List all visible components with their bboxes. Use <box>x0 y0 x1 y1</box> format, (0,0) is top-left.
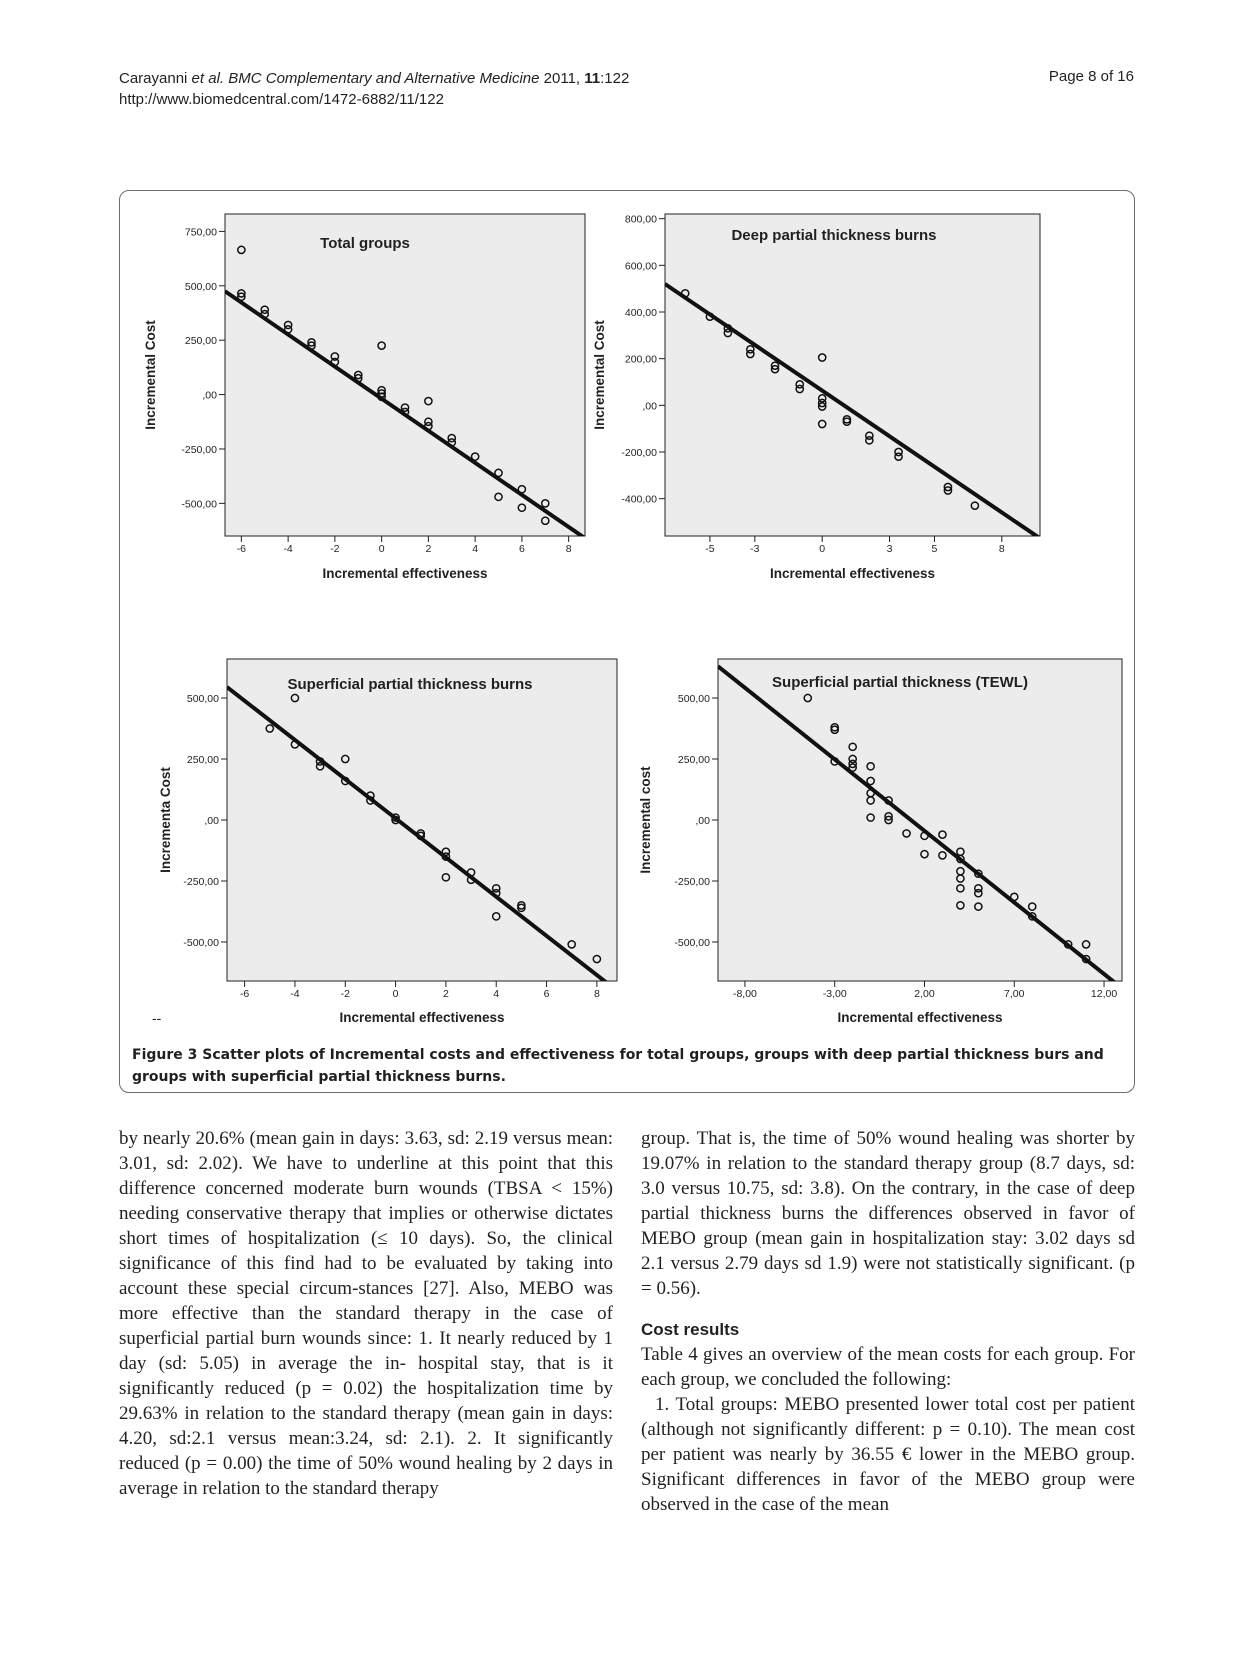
x-axis-label: Incremental effectiveness <box>322 566 488 581</box>
y-tick-label: -200,00 <box>621 447 657 459</box>
x-tick-label: 4 <box>472 543 479 555</box>
figure-marker: -- <box>152 1010 162 1026</box>
x-axis-label: Incremental effectiveness <box>769 566 936 581</box>
x-tick-label: -5 <box>705 543 715 555</box>
body-column-right <box>641 1126 1135 1517</box>
y-tick-label: -250,00 <box>181 443 217 456</box>
caption-text: Scatter plots of Incremental costs and effectiveness for total groups, groups with deep partial thickness burs and groups with superficial partial thickness burns. <box>132 1047 1104 1085</box>
y-tick-label: 250,00 <box>184 335 217 348</box>
x-tick-label: 8 <box>565 543 572 555</box>
y-tick-label: 200,00 <box>624 353 657 366</box>
x-tick-label: 6 <box>518 543 525 555</box>
y-tick-label: 500,00 <box>184 280 217 293</box>
y-tick-label: ,00 <box>642 400 657 413</box>
scatter-plot-2 <box>592 214 1040 581</box>
x-tick-label: 3 <box>886 543 893 555</box>
x-tick-label: 0 <box>378 543 385 555</box>
y-tick-label: -250,00 <box>183 875 219 888</box>
y-tick-label: ,00 <box>204 815 219 827</box>
x-axis-label: Incremental effectiveness <box>339 1010 505 1025</box>
paragraph: group. That is, the time of 50% wound healing was shorter by 19.07% in relation to the standard therapy group (8.7 days, sd: 3.0 versus 10.75, sd: 3.8). On the contrary, in the case of deep partial thickness burns the differences observed in favor of MEBO group (mean gain in hospitalization stay: 3.02 days sd 2.1 versus 2.79 days sd 1.9) were not statistically significant. (p = 0.56). <box>641 1128 1135 1299</box>
volume: 11 <box>584 70 601 87</box>
x-tick-label: 7,00 <box>1004 988 1025 1000</box>
scatter-plot-1 <box>143 214 585 581</box>
paragraph: by nearly 20.6% (mean gain in days: 3.63, sd: 2.19 versus mean: 3.01, sd: 2.02). We have to underline at this point that this difference concerned moderate burn wounds (TBSA < 15%) needing conservative therapy that implies or otherwise dictates short times of hospitalization (≤ 10 days). So, the clinical significance of this find had to be evaluated by taking into account these special circum-stances [27]. Also, MEBO was more effective than the standard therapy in the case of superficial partial burn wounds since: 1. It nearly reduced by 1 day (sd: 5.05) in average the in- hospital stay, that is it significantly reduced (p = 0.02) the hospitalization time by 29.63% in relation to the standard therapy (mean gain in days: 4.20, sd:2.1 versus mean:3.24, sd: 2.1). 2. It significantly reduced (p = 0.00) the time of 50% wound healing by 2 days in average in relation to the standard therapy <box>119 1128 613 1499</box>
y-tick-label: 400,00 <box>624 307 657 319</box>
y-tick-label: -250,00 <box>674 875 710 888</box>
x-tick-label: 8 <box>998 543 1005 555</box>
paragraph: 1. Total groups: MEBO presented lower total cost per patient (although not significantly different: p = 0.10). The mean cost per patient was nearly by 36.55 € lower in the MEBO group. Significant differences in favor of the MEBO group were observed in the case of the mean <box>641 1394 1135 1515</box>
y-tick-label: -400,00 <box>621 493 657 506</box>
authors: Carayanni <box>119 70 192 87</box>
y-axis-label: Incremental Cost <box>592 320 607 430</box>
scatter-plot-4 <box>638 659 1122 1025</box>
x-tick-label: 2,00 <box>914 988 935 1000</box>
plot-area <box>718 659 1122 981</box>
article-url[interactable]: http://www.biomedcentral.com/1472-6882/11/122 <box>119 91 444 108</box>
y-tick-label: 500,00 <box>677 693 710 706</box>
x-tick-label: -4 <box>283 543 293 555</box>
y-tick-label: 800,00 <box>624 213 657 226</box>
x-tick-label: -3,00 <box>822 988 847 1000</box>
et-al: et al. <box>191 70 225 87</box>
x-tick-label: 2 <box>425 543 432 555</box>
y-tick-label: 250,00 <box>186 754 219 767</box>
x-tick-label: 8 <box>593 988 600 1000</box>
y-tick-label: 500,00 <box>186 693 219 706</box>
figure-label: Figure 3 <box>132 1047 198 1063</box>
y-axis-label: Incrementa Cost <box>158 767 173 873</box>
figure-caption <box>132 1044 1122 1088</box>
scatter-plot-3 <box>158 659 617 1025</box>
journal-name: BMC Complementary and Alternative Medicine <box>224 70 540 87</box>
x-tick-label: 12,00 <box>1090 988 1118 1000</box>
plot-area <box>225 214 585 536</box>
x-tick-label: 2 <box>442 988 449 1000</box>
y-tick-label: ,00 <box>202 389 217 402</box>
chart-title: Total groups <box>320 235 410 252</box>
y-tick-label: ,00 <box>695 815 710 827</box>
x-tick-label: 6 <box>543 988 550 1000</box>
page-number: Page 8 of 16 <box>1048 68 1134 85</box>
y-tick-label: -500,00 <box>183 936 219 949</box>
section-heading: Cost results <box>641 1320 740 1339</box>
x-tick-label: -6 <box>236 543 247 555</box>
year: 2011, <box>539 70 585 87</box>
article-number: :122 <box>600 70 630 87</box>
paragraph: Table 4 gives an overview of the mean costs for each group. For each group, we concluded the following: <box>641 1344 1135 1390</box>
x-tick-label: -6 <box>239 988 250 1000</box>
y-axis-label: Incremental cost <box>638 766 653 874</box>
x-axis-label: Incremental effectiveness <box>837 1010 1003 1025</box>
y-tick-label: 750,00 <box>184 226 217 239</box>
chart-title: Superficial partial thickness burns <box>287 676 533 693</box>
x-tick-label: 0 <box>819 543 826 555</box>
x-tick-label: -3 <box>750 543 760 555</box>
x-tick-label: 5 <box>931 543 938 555</box>
x-tick-label: 0 <box>392 988 399 1000</box>
x-tick-label: -2 <box>340 988 350 1000</box>
y-tick-label: -500,00 <box>674 936 710 949</box>
x-tick-label: -2 <box>330 543 340 555</box>
chart-title: Deep partial thickness burns <box>731 227 937 244</box>
plot-area <box>227 659 617 981</box>
x-tick-label: -4 <box>290 988 300 1000</box>
y-axis-label: Incremental Cost <box>143 320 158 430</box>
plot-area <box>665 214 1040 536</box>
y-tick-label: 600,00 <box>624 260 657 273</box>
x-tick-label: -8,00 <box>732 988 757 1000</box>
body-column-left <box>119 1126 613 1501</box>
chart-title: Superficial partial thickness (TEWL) <box>772 674 1028 691</box>
x-tick-label: 4 <box>493 988 500 1000</box>
y-tick-label: -500,00 <box>181 498 217 511</box>
y-tick-label: 250,00 <box>677 754 710 767</box>
